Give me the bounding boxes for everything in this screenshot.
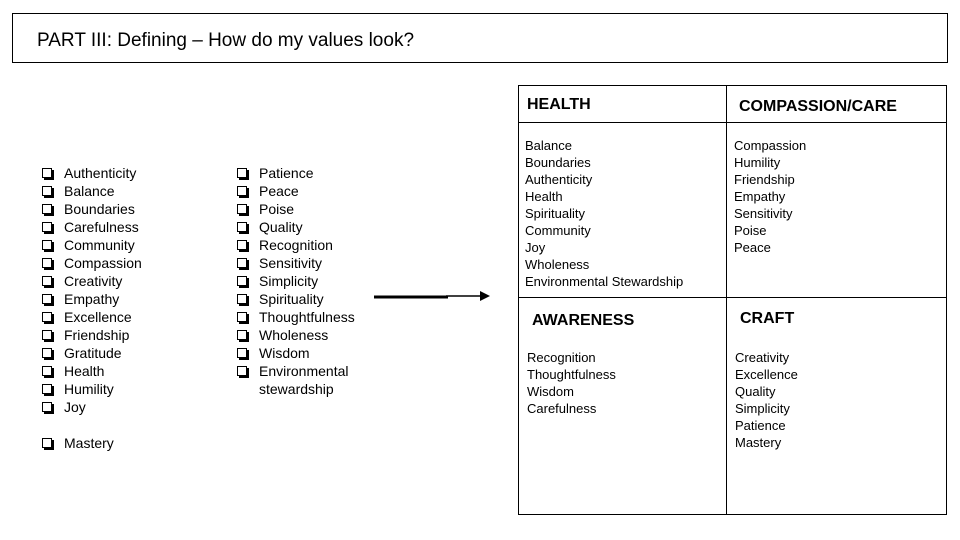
- group-item: Excellence: [735, 367, 798, 382]
- list-item-label: Boundaries: [64, 201, 135, 217]
- list-item[interactable]: [237, 272, 369, 290]
- group-item: Creativity: [735, 350, 790, 365]
- checkbox-icon[interactable]: [42, 204, 52, 214]
- list-item-label: Authenticity: [64, 165, 137, 181]
- list-item[interactable]: [42, 308, 142, 326]
- list-item-label: Creativity: [64, 273, 123, 289]
- checkbox-icon[interactable]: [42, 438, 52, 448]
- group-item: Compassion: [734, 138, 807, 153]
- checkbox-icon[interactable]: [237, 168, 247, 178]
- list-item-label: Patience: [259, 165, 314, 181]
- checkbox-icon[interactable]: [237, 204, 247, 214]
- list-item-label: Balance: [64, 183, 115, 199]
- group-item: Humility: [734, 155, 781, 170]
- list-item[interactable]: [237, 344, 369, 362]
- checkbox-icon[interactable]: [237, 258, 247, 268]
- list-item-label: Recognition: [259, 237, 333, 253]
- title-box: [12, 13, 948, 63]
- checkbox-icon[interactable]: [42, 258, 52, 268]
- values-list-2: [237, 164, 369, 398]
- list-item[interactable]: [237, 218, 369, 236]
- group-item: Recognition: [527, 350, 596, 365]
- list-item[interactable]: [237, 200, 369, 218]
- checkbox-icon[interactable]: [42, 168, 52, 178]
- list-item-label: Humility: [64, 381, 114, 397]
- group-item: Spirituality: [525, 206, 585, 221]
- list-item-label: Joy: [64, 399, 86, 415]
- group-item: Peace: [734, 240, 771, 255]
- checkbox-icon[interactable]: [42, 312, 52, 322]
- list-item[interactable]: [42, 398, 142, 416]
- list-item[interactable]: [237, 308, 369, 326]
- list-item[interactable]: [42, 380, 142, 398]
- checkbox-icon[interactable]: [237, 330, 247, 340]
- list-item[interactable]: [42, 164, 142, 182]
- list-item-label: Environmental stewardship: [259, 363, 349, 397]
- list-item-label: Simplicity: [259, 273, 319, 289]
- checkbox-icon[interactable]: [42, 222, 52, 232]
- list-item[interactable]: [42, 362, 142, 380]
- list-item[interactable]: [42, 326, 142, 344]
- group-item: Community: [525, 223, 591, 238]
- list-item-label: Poise: [259, 201, 295, 217]
- checkbox-icon[interactable]: [237, 294, 247, 304]
- list-item-label: Spirituality: [259, 291, 324, 307]
- list-item[interactable]: [42, 182, 142, 200]
- awareness-items: [527, 349, 616, 417]
- checkbox-icon[interactable]: [237, 276, 247, 286]
- group-item: Thoughtfulness: [527, 367, 616, 382]
- list-item[interactable]: [237, 182, 369, 200]
- page-title: PART III: Defining – How do my values look?: [37, 30, 415, 51]
- list-item-label: Friendship: [64, 327, 130, 343]
- list-item[interactable]: [42, 344, 142, 362]
- list-item[interactable]: [237, 362, 369, 398]
- list-item[interactable]: [42, 236, 142, 254]
- list-item[interactable]: [42, 290, 142, 308]
- group-item: Sensitivity: [734, 206, 793, 221]
- checkbox-icon[interactable]: [237, 222, 247, 232]
- checkbox-icon[interactable]: [42, 294, 52, 304]
- group-item: Empathy: [734, 189, 786, 204]
- checkbox-icon[interactable]: [42, 276, 52, 286]
- list-item[interactable]: [237, 290, 369, 308]
- list-item-label: Health: [64, 363, 105, 379]
- compassion-items: [734, 137, 806, 256]
- list-item-label: Mastery: [64, 435, 114, 451]
- grid-divider-header: [518, 122, 947, 123]
- grid-divider-middle: [518, 297, 947, 298]
- list-item[interactable]: [42, 200, 142, 218]
- group-item: Wholeness: [525, 257, 590, 272]
- compassion-header: COMPASSION/CARE: [739, 98, 897, 115]
- list-item-label: Sensitivity: [259, 255, 323, 271]
- group-item: Wisdom: [527, 384, 574, 399]
- list-item-label: Compassion: [64, 255, 142, 271]
- list-item-label: Gratitude: [64, 345, 122, 361]
- group-item: Quality: [735, 384, 776, 399]
- craft-header: CRAFT: [740, 310, 795, 327]
- group-item: Mastery: [735, 435, 782, 450]
- list-item-label: Wholeness: [259, 327, 329, 343]
- checkbox-icon[interactable]: [42, 402, 52, 412]
- list-item-label: Wisdom: [259, 345, 310, 361]
- checkbox-icon[interactable]: [42, 366, 52, 376]
- arrow-right-icon: [374, 289, 494, 309]
- list-item-label: Peace: [259, 183, 299, 199]
- group-item: Boundaries: [525, 155, 591, 170]
- group-item: Health: [525, 189, 563, 204]
- checkbox-icon[interactable]: [42, 240, 52, 250]
- list-item-label: Thoughtfulness: [259, 309, 355, 325]
- checkbox-icon[interactable]: [42, 348, 52, 358]
- awareness-header: AWARENESS: [532, 312, 635, 329]
- list-item-label: Carefulness: [64, 219, 139, 235]
- grid-divider-vertical: [726, 85, 727, 515]
- list-item[interactable]: [42, 218, 142, 236]
- craft-items: [735, 349, 798, 451]
- list-item[interactable]: [42, 254, 142, 272]
- list-item[interactable]: [237, 326, 369, 344]
- checkbox-icon[interactable]: [237, 348, 247, 358]
- checkbox-icon[interactable]: [237, 186, 247, 196]
- health-header: HEALTH: [527, 96, 591, 113]
- list-item[interactable]: [237, 254, 369, 272]
- list-item-label: Excellence: [64, 309, 132, 325]
- list-item-label: Quality: [259, 219, 303, 235]
- checkbox-icon[interactable]: [42, 330, 52, 340]
- group-item: Balance: [525, 138, 572, 153]
- group-item: Authenticity: [525, 172, 593, 187]
- group-item: Friendship: [734, 172, 795, 187]
- list-item-label: Empathy: [64, 291, 120, 307]
- group-item: Joy: [525, 240, 546, 255]
- checkbox-icon[interactable]: [42, 384, 52, 394]
- group-item: Poise: [734, 223, 767, 238]
- group-item: Carefulness: [527, 401, 597, 416]
- list-item[interactable]: [42, 434, 114, 452]
- checkbox-icon[interactable]: [42, 186, 52, 196]
- list-item-label: Community: [64, 237, 135, 253]
- list-item[interactable]: [42, 272, 142, 290]
- values-grid: [518, 85, 947, 515]
- health-items: [525, 137, 683, 290]
- values-list-1-extra: [42, 434, 114, 452]
- group-item: Environmental Stewardship: [525, 274, 684, 289]
- list-item[interactable]: [237, 164, 369, 182]
- checkbox-icon[interactable]: [237, 366, 247, 376]
- checkbox-icon[interactable]: [237, 240, 247, 250]
- group-item: Simplicity: [735, 401, 790, 416]
- group-item: Patience: [735, 418, 786, 433]
- checkbox-icon[interactable]: [237, 312, 247, 322]
- values-list-1: [42, 164, 142, 416]
- list-item[interactable]: [237, 236, 369, 254]
